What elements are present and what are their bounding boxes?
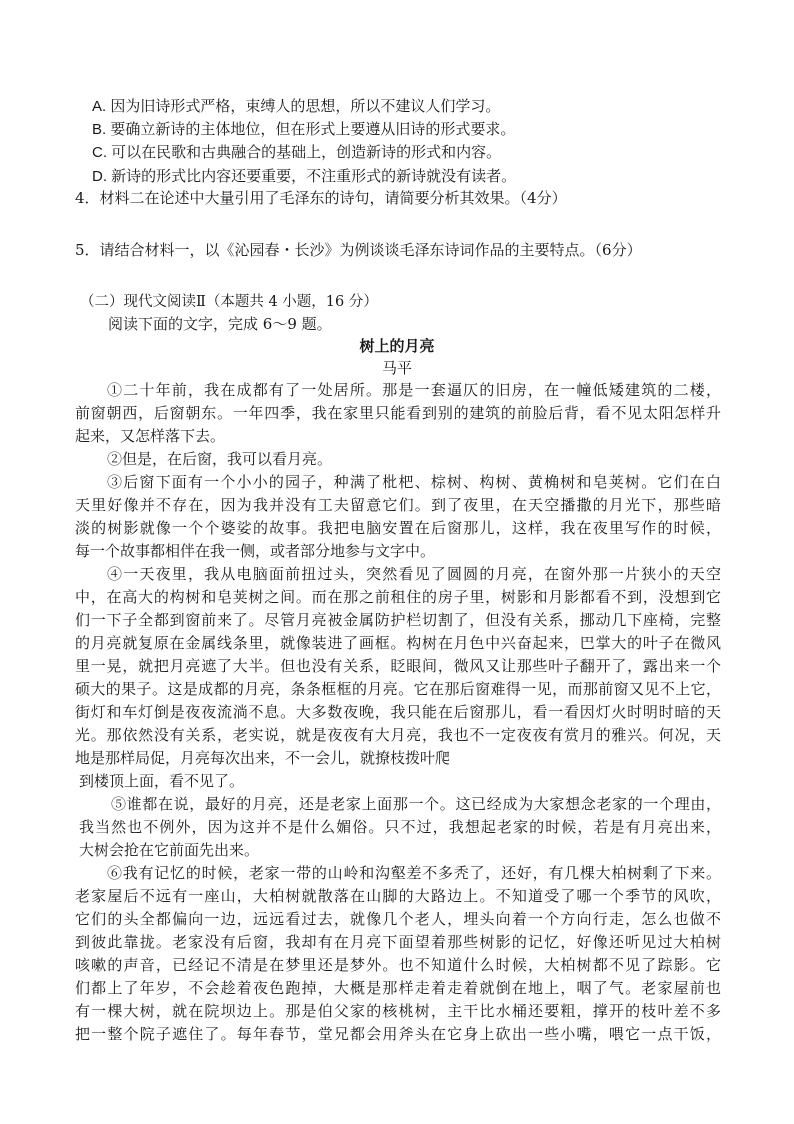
option-d-key: D. [92, 168, 107, 185]
option-b [92, 119, 515, 140]
option-d [92, 166, 516, 187]
option-a-key: A. [92, 98, 107, 115]
option-c-key: C. [92, 144, 107, 161]
body-line: ②但是，在后窗，我可以看月亮。 [107, 450, 333, 468]
body-line: 它们的头全都偏向一边，远远看过去，就像几个老人，埋头向着一个方向行走，怎么也做不 [75, 910, 721, 928]
body-line: 光。那依然没有关系，老实说，就是夜夜有大月亮，我也不一定夜夜有赏月的雅兴。何况，天 [75, 726, 721, 744]
option-b-key: B. [92, 121, 107, 138]
reading-instruction: 阅读下面的文字，完成 6～9 题。 [108, 315, 332, 333]
option-a-text: 因为旧诗形式严格，束缚人的思想，所以不建议人们学习。 [110, 97, 501, 115]
body-line: 淡的树影就像一个个婆娑的故事。我把电脑安置在后窗那儿，这样，我在夜里写作的时候， [75, 519, 721, 537]
body-line: 我当然也不例外，因为这并不是什么媚俗。只不过，我想起老家的时候，若是有月亮出来， [79, 818, 721, 836]
body-line: 咳嗽的声音，已经记不清是在梦里还是梦外。也不知道什么时候，大柏树都不见了踪影。它 [75, 956, 721, 974]
body-line: 天里好像并不存在，因为我并没有工夫留意它们。到了夜里，在天空播撒的月光下，那些暗 [75, 496, 721, 514]
body-line: ①二十年前，我在成都有了一处居所。那是一套逼仄的旧房，在一幢低矮建筑的二楼， [107, 381, 721, 399]
body-line: 中，在高大的构树和皂荚树之间。而在那之前租住的房子里，树影和月影都看不到，没想到它 [75, 588, 721, 606]
body-line: 地是那样局促，月亮每次出来，不一会儿，就撩枝拨叶爬 [75, 749, 451, 767]
body-line: 硕大的果子。这是成都的月亮，条条框框的月亮。它在那后窗难得一见，而那前窗又见不上它， [75, 680, 721, 698]
body-line: 到彼此靠拢。老家没有后窗，我却有在月亮下面望着那些树影的记忆，好像还听见过大柏树 [75, 933, 721, 951]
section-heading: （二）现代文阅读Ⅱ（本题共 4 小题，16 分） [80, 294, 378, 310]
option-d-text: 新诗的形式比内容还要重要，不注重形式的新诗就没有读者。 [111, 167, 517, 185]
body-line: 起来，又怎样落下去。 [75, 427, 226, 445]
body-line: 前窗朝西，后窗朝东。一年四季，我在家里只能看到别的建筑的前脸后背，看不见太阳怎样升 [75, 404, 721, 422]
body-line: 每一个故事都相伴在我一侧，或者部分地参与文字中。 [75, 542, 436, 560]
option-a [92, 96, 500, 117]
body-line: ⑥我有记忆的时候，老家一带的山岭和沟壑差不多秃了，还好，有几棵大柏树剩了下来。 [107, 864, 721, 882]
body-line: 把一整个院子遮住了。每年春节，堂兄都会用斧头在它身上砍出一些小嘴，喂它一点干饭， [75, 1025, 721, 1043]
body-line: 老家屋后不远有一座山，大柏树就散落在山脚的大路边上。不知道受了哪一个季节的风吹， [75, 887, 721, 905]
body-line: ④一天夜里，我从电脑面前扭过头，突然看见了圆圆的月亮，在窗外那一片狭小的天空 [107, 565, 721, 583]
body-line: 的月亮就复原在金属线条里，就像装进了画框。构树在月色中兴奋起来，巴掌大的叶子在微风 [75, 634, 721, 652]
option-c [92, 142, 501, 163]
option-c-text: 可以在民歌和古典融合的基础上，创造新诗的形式和内容。 [111, 143, 502, 161]
article-title: 树上的月亮 [359, 337, 435, 355]
body-line: 街灯和车灯倒是夜夜流淌不息。大多数夜晚，我只能在后窗那儿，看一看因灯火时明时暗的天 [75, 703, 721, 721]
body-line: 大树会抢在它前面先出来。 [79, 841, 260, 859]
question-5: 5．请结合材料一，以《沁园春・长沙》为例谈谈毛泽东诗词作品的主要特点。（6分） [75, 241, 642, 259]
body-line: 们一下子全都到窗前来了。尽管月亮被金属防护栏切割了，但没有关系，挪动几下座椅，完整 [75, 611, 721, 629]
body-line: ③后窗下面有一个小小的园子，种满了枇杷、棕树、构树、黄桷树和皂荚树。它们在白 [107, 473, 721, 491]
body-line: 有一棵大树，就在院坝边上。那是伯父家的核桃树，主干比水桶还要粗，撑开的枝叶差不多 [75, 1002, 721, 1020]
question-4: 4．材料二在论述中大量引用了毛泽东的诗句，请简要分析其效果。（4分） [75, 189, 567, 207]
option-b-text: 要确立新诗的主体地位，但在形式上要遵从旧诗的形式要求。 [110, 120, 516, 138]
body-line: 到楼顶上面，看不见了。 [79, 772, 245, 790]
body-line: 里一晃，就把月亮遮了大半。但也没有关系，眨眼间，微风又让那些叶子翻开了，露出来一个 [75, 657, 721, 675]
body-line: 们都上了年岁，不会趁着夜色跑掉，大概是那样走着走着就倒在地上，咽了气。老家屋前也 [75, 979, 721, 997]
article-author: 马平 [381, 359, 412, 377]
body-line: ⑤谁都在说，最好的月亮，还是老家上面那一个。这已经成为大家想念老家的一个理由， [111, 795, 721, 813]
